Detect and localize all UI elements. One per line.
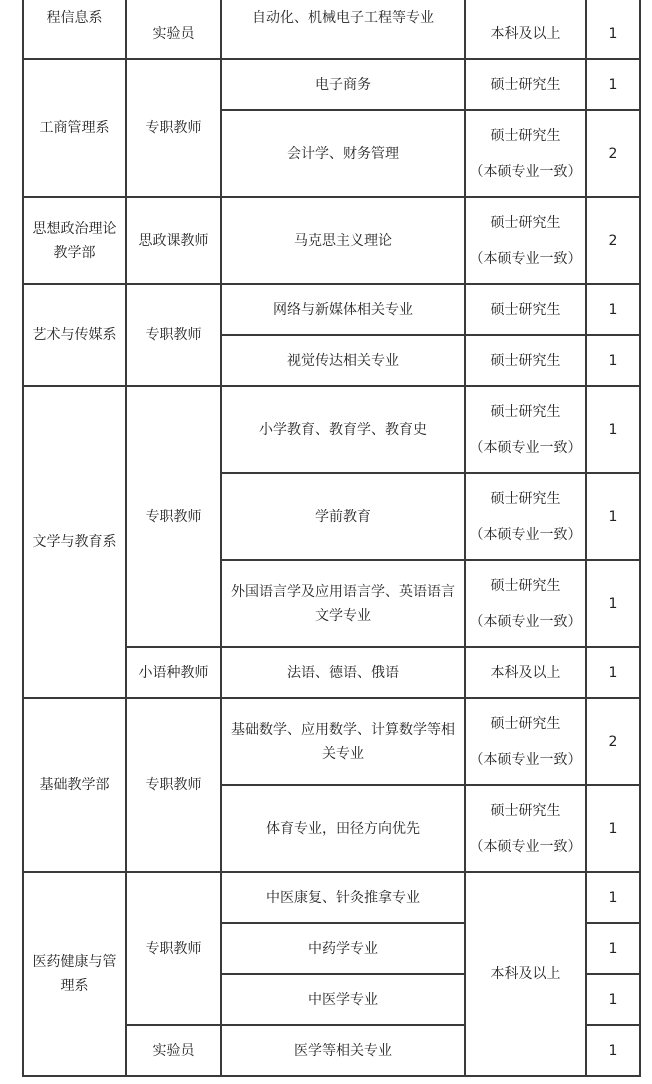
degree-cell: 硕士研究生 （本硕专业一致）	[465, 698, 586, 785]
degree-cell: 硕士研究生 （本硕专业一致）	[465, 560, 586, 647]
count-cell: 1	[586, 872, 640, 923]
role-cell: 思政课教师	[126, 197, 221, 284]
degree-cell: 本科及以上	[465, 0, 586, 59]
count-cell: 1	[586, 647, 640, 698]
degree-cell: 硕士研究生 （本硕专业一致）	[465, 386, 586, 473]
dept-cell: 艺术与传媒系	[23, 284, 126, 386]
role-cell: 专职教师	[126, 284, 221, 386]
count-cell: 1	[586, 1025, 640, 1076]
degree-cell: 硕士研究生	[465, 59, 586, 110]
major-cell: 会计学、财务管理	[221, 110, 465, 197]
major-cell: 中医康复、针灸推拿专业	[221, 872, 465, 923]
count-cell: 1	[586, 386, 640, 473]
count-cell: 1	[586, 335, 640, 386]
major-cell: 小学教育、教育学、教育史	[221, 386, 465, 473]
degree-cell: 硕士研究生	[465, 335, 586, 386]
major-cell: 医学等相关专业	[221, 1025, 465, 1076]
major-cell: 中药学专业	[221, 923, 465, 974]
major-cell: 外国语言学及应用语言学、英语语言 文学专业	[221, 560, 465, 647]
major-cell: 视觉传达相关专业	[221, 335, 465, 386]
major-cell: 自动化、机械电子工程等专业	[221, 0, 465, 59]
role-cell: 专职教师	[126, 872, 221, 1025]
dept-cell: 思想政治理论 教学部	[23, 197, 126, 284]
major-cell: 基础数学、应用数学、计算数学等相 关专业	[221, 698, 465, 785]
dept-cell: 基础教学部	[23, 698, 126, 872]
role-cell: 小语种教师	[126, 647, 221, 698]
table-row	[23, 59, 640, 110]
count-cell: 1	[586, 974, 640, 1025]
table-row	[23, 0, 640, 59]
count-cell: 2	[586, 110, 640, 197]
count-cell: 1	[586, 284, 640, 335]
count-cell: 2	[586, 197, 640, 284]
table-row	[23, 872, 640, 923]
count-cell: 1	[586, 923, 640, 974]
major-cell: 马克思主义理论	[221, 197, 465, 284]
role-cell: 实验员	[126, 0, 221, 59]
role-cell: 专职教师	[126, 698, 221, 872]
major-cell: 电子商务	[221, 59, 465, 110]
role-cell: 实验员	[126, 1025, 221, 1076]
degree-cell: 硕士研究生 （本硕专业一致）	[465, 785, 586, 872]
dept-cell: 文学与教育系	[23, 386, 126, 698]
major-cell: 法语、德语、俄语	[221, 647, 465, 698]
table-row	[23, 197, 640, 284]
degree-cell: 本科及以上	[465, 872, 586, 1076]
role-cell: 专职教师	[126, 386, 221, 647]
count-cell: 1	[586, 560, 640, 647]
dept-cell: 程信息系	[23, 0, 126, 59]
major-cell: 网络与新媒体相关专业	[221, 284, 465, 335]
table-row	[23, 386, 640, 473]
major-cell: 学前教育	[221, 473, 465, 560]
table-row	[23, 698, 640, 785]
degree-cell: 本科及以上	[465, 647, 586, 698]
degree-cell: 硕士研究生	[465, 284, 586, 335]
dept-cell: 工商管理系	[23, 59, 126, 197]
table-row	[23, 284, 640, 335]
dept-cell: 医药健康与管 理系	[23, 872, 126, 1076]
major-cell: 体育专业，田径方向优先	[221, 785, 465, 872]
count-cell: 1	[586, 473, 640, 560]
role-cell: 专职教师	[126, 59, 221, 197]
count-cell: 1	[586, 59, 640, 110]
count-cell: 2	[586, 698, 640, 785]
major-cell: 中医学专业	[221, 974, 465, 1025]
degree-cell: 硕士研究生 （本硕专业一致）	[465, 110, 586, 197]
count-cell: 1	[586, 785, 640, 872]
degree-cell: 硕士研究生 （本硕专业一致）	[465, 473, 586, 560]
count-cell: 1	[586, 0, 640, 59]
recruitment-table	[22, 0, 641, 1077]
degree-cell: 硕士研究生 （本硕专业一致）	[465, 197, 586, 284]
